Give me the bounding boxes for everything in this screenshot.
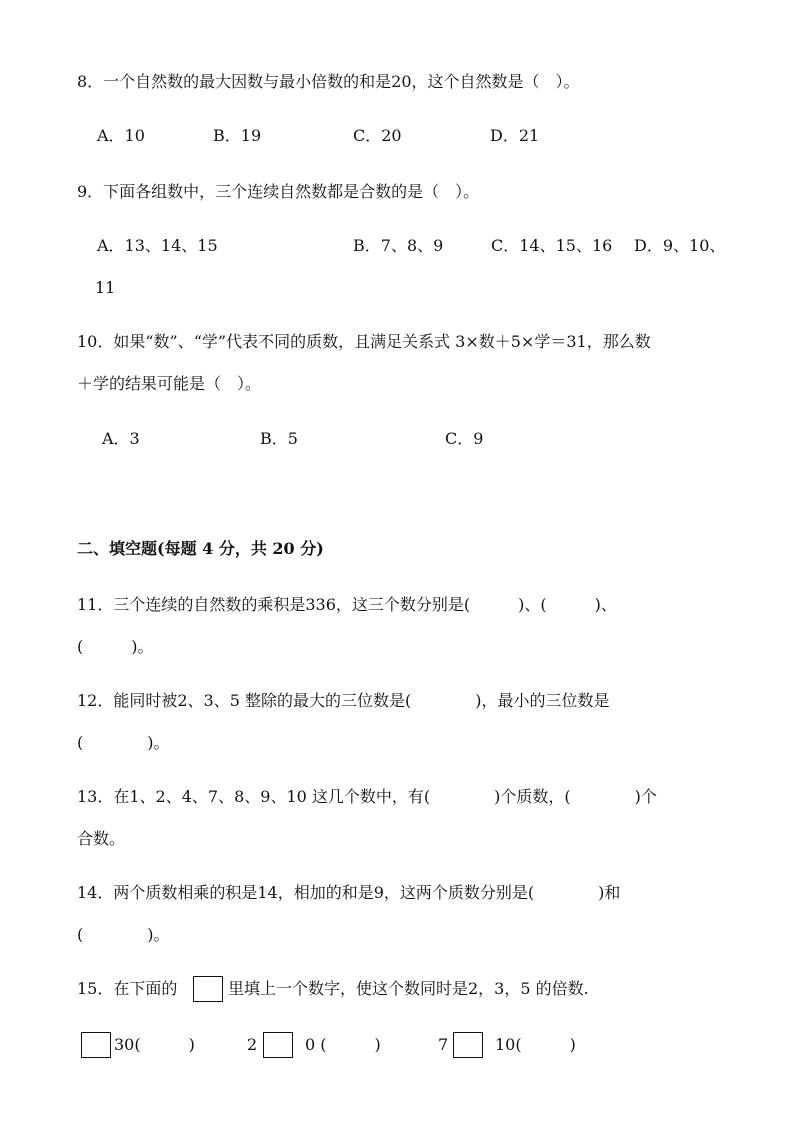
question-14-line2: ( )。	[77, 925, 170, 944]
question-13-line1: 13．在1、2、4、7、8、9、10 这几个数中，有( )个质数，( )个	[77, 787, 657, 806]
question-14-line1: 14．两个质数相乘的积是14，相加的和是9，这两个质数分别是( )和	[77, 883, 621, 902]
question-10-option-b: B．5	[260, 429, 298, 448]
question-15-item-3-box[interactable]	[453, 1032, 483, 1058]
question-15-item-2-text: 0 ( )	[305, 1035, 381, 1054]
question-10-option-a: A．3	[102, 429, 140, 448]
question-15-item-1-text: 30( )	[114, 1035, 195, 1054]
question-9-option-d-continued: 11	[95, 278, 116, 297]
question-15-prefix: 15．在下面的	[77, 979, 178, 998]
question-15-item-2-box[interactable]	[263, 1032, 293, 1058]
section-2-heading: 二、填空题(每题 4 分，共 20 分)	[77, 539, 324, 558]
question-9-option-b: B．7、8、9	[353, 236, 444, 255]
question-8-option-a: A．10	[97, 126, 145, 145]
question-15-item-3-prefix: 7	[438, 1035, 449, 1054]
question-10-stem-line2: ＋学的结果可能是（ ）。	[77, 374, 262, 393]
question-15-item-3-text: 10( )	[495, 1035, 576, 1054]
question-8-option-c: C．20	[353, 126, 402, 145]
question-10-stem-line1: 10．如果“数”、“学”代表不同的质数，且满足关系式 3×数＋5×学＝31，那么数	[77, 332, 651, 351]
question-11-line1: 11．三个连续的自然数的乘积是336，这三个数分别是( )、( )、	[77, 595, 617, 614]
question-15-answer-box-legend	[193, 976, 223, 1002]
question-10-option-c: C．9	[445, 429, 484, 448]
question-11-line2: ( )。	[77, 637, 154, 656]
question-9-option-c: C．14、15、16	[491, 236, 613, 255]
question-12-line1: 12．能同时被2、3、5 整除的最大的三位数是( )，最小的三位数是	[77, 691, 610, 710]
question-15-suffix: 里填上一个数字，使这个数同时是2，3，5 的倍数.	[228, 979, 589, 998]
question-8-option-d: D．21	[490, 126, 540, 145]
question-12-line2: ( )。	[77, 733, 170, 752]
question-9-stem: 9．下面各组数中，三个连续自然数都是合数的是（ ）。	[77, 182, 480, 201]
question-8-option-b: B．19	[213, 126, 262, 145]
question-9-option-a: A．13、14、15	[97, 236, 218, 255]
question-13-line2: 合数。	[77, 829, 126, 848]
question-15-item-1-box[interactable]	[81, 1032, 111, 1058]
question-15-item-2-prefix: 2	[247, 1035, 258, 1054]
question-9-option-d: D．9、10、	[634, 236, 726, 255]
question-8-stem: 8．一个自然数的最大因数与最小倍数的和是20，这个自然数是（ ）。	[77, 72, 580, 91]
